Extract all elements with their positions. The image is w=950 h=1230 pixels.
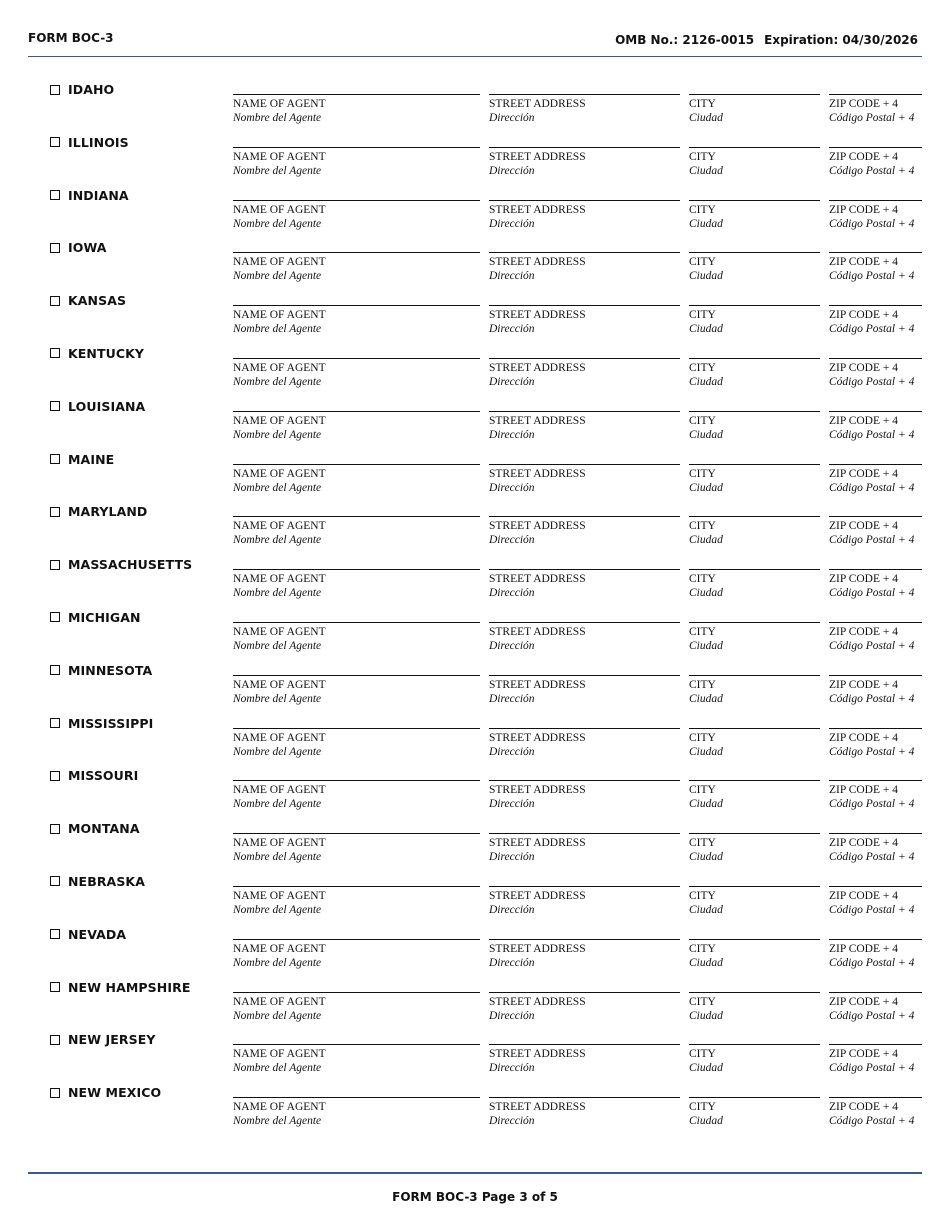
state-label: MARYLAND <box>68 504 148 520</box>
street-address-field[interactable]: STREET ADDRESS Dirección <box>489 886 680 917</box>
city-field[interactable]: CITY Ciudad <box>689 200 820 231</box>
agent-name-field[interactable]: NAME OF AGENT Nombre del Agente <box>233 305 480 336</box>
city-field[interactable]: CITY Ciudad <box>689 886 820 917</box>
checkbox[interactable] <box>50 1035 60 1045</box>
street-address-field[interactable]: STREET ADDRESS Dirección <box>489 1097 680 1128</box>
state-label: IDAHO <box>68 82 115 97</box>
state-label: NEW HAMPSHIRE <box>68 979 191 995</box>
agent-name-field[interactable]: NAME OF AGENT Nombre del Agente <box>233 1044 480 1075</box>
agent-name-field[interactable]: NAME OF AGENT Nombre del Agente <box>233 200 480 231</box>
city-field[interactable]: CITY Ciudad <box>689 411 820 442</box>
zip-code-field[interactable]: ZIP CODE + 4 Código Postal + 4 <box>829 411 922 442</box>
street-address-field[interactable]: STREET ADDRESS Dirección <box>489 200 680 231</box>
agent-name-field[interactable]: NAME OF AGENT Nombre del Agente <box>233 1097 480 1128</box>
street-address-field[interactable]: STREET ADDRESS Dirección <box>489 147 680 178</box>
street-address-field[interactable]: STREET ADDRESS Dirección <box>489 939 680 970</box>
state-checkbox-item[interactable] <box>50 240 107 255</box>
state-checkbox-item[interactable] <box>50 927 126 942</box>
state-row <box>0 346 950 399</box>
checkbox[interactable] <box>50 401 60 411</box>
state-label: NEW MEXICO <box>68 1085 162 1101</box>
checkbox[interactable] <box>50 348 60 358</box>
page-footer: FORM BOC-3 Page 3 of 5 <box>392 1190 558 1204</box>
state-label: NEVADA <box>68 926 127 942</box>
checkbox[interactable] <box>50 85 60 95</box>
state-label: MICHIGAN <box>68 609 141 625</box>
state-label: ILLINOIS <box>68 134 129 150</box>
street-address-field[interactable]: STREET ADDRESS Dirección <box>489 833 680 864</box>
state-row <box>0 980 950 1033</box>
state-label: MAINE <box>68 451 115 467</box>
street-address-field[interactable]: STREET ADDRESS Dirección <box>489 516 680 547</box>
street-address-field[interactable]: STREET ADDRESS Dirección <box>489 622 680 653</box>
city-field[interactable]: CITY Ciudad <box>689 569 820 600</box>
checkbox[interactable] <box>50 243 60 253</box>
checkbox[interactable] <box>50 929 60 939</box>
zip-code-field[interactable]: ZIP CODE + 4 Código Postal + 4 <box>829 252 922 283</box>
street-address-field[interactable]: STREET ADDRESS Dirección <box>489 94 680 125</box>
state-row <box>0 663 950 716</box>
state-checkbox-item[interactable] <box>50 1085 161 1100</box>
street-address-field[interactable]: STREET ADDRESS Dirección <box>489 411 680 442</box>
city-field[interactable]: CITY Ciudad <box>689 94 820 125</box>
state-row <box>0 557 950 610</box>
checkbox[interactable] <box>50 507 60 517</box>
state-checkbox-item[interactable] <box>50 874 145 889</box>
state-row <box>0 821 950 874</box>
street-address-field[interactable]: STREET ADDRESS Dirección <box>489 1044 680 1075</box>
city-field[interactable]: CITY Ciudad <box>689 728 820 759</box>
state-checkbox-item[interactable] <box>50 346 144 361</box>
state-row <box>0 927 950 980</box>
street-address-field[interactable]: STREET ADDRESS Dirección <box>489 252 680 283</box>
state-row <box>0 452 950 505</box>
checkbox[interactable] <box>50 718 60 728</box>
zip-code-field[interactable]: ZIP CODE + 4 Código Postal + 4 <box>829 833 922 864</box>
street-address-field[interactable]: STREET ADDRESS Dirección <box>489 464 680 495</box>
state-row <box>0 1085 950 1138</box>
state-checkbox-item[interactable] <box>50 293 126 308</box>
zip-code-field[interactable]: ZIP CODE + 4 Código Postal + 4 <box>829 305 922 336</box>
state-checkbox-item[interactable] <box>50 188 129 203</box>
omb-number: OMB No.: 2126-0015 <box>615 33 755 47</box>
state-label: MISSISSIPPI <box>68 715 154 731</box>
checkbox[interactable] <box>50 137 60 147</box>
state-label: MONTANA <box>68 821 140 837</box>
state-checkbox-item[interactable] <box>50 135 129 150</box>
agent-name-field[interactable]: NAME OF AGENT Nombre del Agente <box>233 252 480 283</box>
agent-name-field[interactable]: NAME OF AGENT Nombre del Agente <box>233 569 480 600</box>
state-checkbox-item[interactable] <box>50 399 145 414</box>
zip-code-field[interactable]: ZIP CODE + 4 Código Postal + 4 <box>829 939 922 970</box>
state-checkbox-item[interactable] <box>50 1032 156 1047</box>
agent-name-field[interactable]: NAME OF AGENT Nombre del Agente <box>233 358 480 389</box>
state-row <box>0 504 950 557</box>
agent-name-field[interactable]: NAME OF AGENT Nombre del Agente <box>233 516 480 547</box>
street-address-field[interactable]: STREET ADDRESS Dirección <box>489 675 680 706</box>
state-label: KENTUCKY <box>68 345 145 361</box>
state-checkbox-item[interactable] <box>50 768 138 783</box>
footer-rule <box>28 1172 922 1174</box>
street-address-field[interactable]: STREET ADDRESS Dirección <box>489 358 680 389</box>
omb-expiration <box>615 33 918 47</box>
zip-code-field[interactable]: ZIP CODE + 4 Código Postal + 4 <box>829 516 922 547</box>
zip-code-field[interactable]: ZIP CODE + 4 Código Postal + 4 <box>829 675 922 706</box>
state-row <box>0 1032 950 1085</box>
state-row <box>0 716 950 769</box>
zip-code-field[interactable]: ZIP CODE + 4 Código Postal + 4 <box>829 358 922 389</box>
agent-name-field[interactable]: NAME OF AGENT Nombre del Agente <box>233 675 480 706</box>
agent-name-field[interactable]: NAME OF AGENT Nombre del Agente <box>233 622 480 653</box>
city-field[interactable]: CITY Ciudad <box>689 1044 820 1075</box>
state-checkbox-item[interactable] <box>50 610 141 625</box>
city-field[interactable]: CITY Ciudad <box>689 992 820 1023</box>
agent-name-field[interactable]: NAME OF AGENT Nombre del Agente <box>233 147 480 178</box>
city-field[interactable]: CITY Ciudad <box>689 833 820 864</box>
state-row <box>0 293 950 346</box>
state-label: KANSAS <box>68 293 127 309</box>
state-label: INDIANA <box>68 187 129 203</box>
zip-code-field[interactable]: ZIP CODE + 4 Código Postal + 4 <box>829 886 922 917</box>
agent-name-field[interactable]: NAME OF AGENT Nombre del Agente <box>233 411 480 442</box>
zip-code-field[interactable]: ZIP CODE + 4 Código Postal + 4 <box>829 622 922 653</box>
zip-code-field[interactable]: ZIP CODE + 4 Código Postal + 4 <box>829 569 922 600</box>
agent-name-field[interactable]: NAME OF AGENT Nombre del Agente <box>233 780 480 811</box>
state-checkbox-item[interactable] <box>50 82 114 97</box>
state-checkbox-item[interactable] <box>50 716 153 731</box>
city-field[interactable]: CITY Ciudad <box>689 1097 820 1128</box>
state-label: NEW JERSEY <box>68 1032 156 1048</box>
checkbox[interactable] <box>50 296 60 306</box>
state-row <box>0 188 950 241</box>
state-row <box>0 874 950 927</box>
state-label: MASSACHUSETTS <box>68 557 193 573</box>
state-label: NEBRASKA <box>68 873 145 889</box>
city-field[interactable]: CITY Ciudad <box>689 939 820 970</box>
state-row <box>0 82 950 135</box>
state-label: LOUISIANA <box>68 398 146 414</box>
checkbox[interactable] <box>50 190 60 200</box>
agent-name-field[interactable]: NAME OF AGENT Nombre del Agente <box>233 992 480 1023</box>
form-id: FORM BOC-3 <box>28 31 114 45</box>
checkbox[interactable] <box>50 876 60 886</box>
zip-code-field[interactable]: ZIP CODE + 4 Código Postal + 4 <box>829 728 922 759</box>
state-row <box>0 240 950 293</box>
state-row <box>0 768 950 821</box>
checkbox[interactable] <box>50 665 60 675</box>
state-row <box>0 135 950 188</box>
state-row <box>0 610 950 663</box>
state-checkbox-item[interactable] <box>50 504 147 519</box>
zip-code-field[interactable]: ZIP CODE + 4 Código Postal + 4 <box>829 464 922 495</box>
state-checkbox-item[interactable] <box>50 980 190 995</box>
city-field[interactable]: CITY Ciudad <box>689 780 820 811</box>
zip-code-field[interactable]: ZIP CODE + 4 Código Postal + 4 <box>829 147 922 178</box>
zip-code-field[interactable]: ZIP CODE + 4 Código Postal + 4 <box>829 780 922 811</box>
street-address-field[interactable]: STREET ADDRESS Dirección <box>489 569 680 600</box>
city-field[interactable]: CITY Ciudad <box>689 252 820 283</box>
city-field[interactable]: CITY Ciudad <box>689 675 820 706</box>
state-checkbox-item[interactable] <box>50 821 140 836</box>
zip-code-field[interactable]: ZIP CODE + 4 Código Postal + 4 <box>829 200 922 231</box>
zip-code-field[interactable]: ZIP CODE + 4 Código Postal + 4 <box>829 94 922 125</box>
state-label: IOWA <box>68 240 107 256</box>
street-address-field[interactable]: STREET ADDRESS Dirección <box>489 780 680 811</box>
agent-name-field[interactable]: NAME OF AGENT Nombre del Agente <box>233 939 480 970</box>
agent-name-field[interactable]: NAME OF AGENT Nombre del Agente <box>233 833 480 864</box>
street-address-field[interactable]: STREET ADDRESS Dirección <box>489 728 680 759</box>
street-address-field[interactable]: STREET ADDRESS Dirección <box>489 992 680 1023</box>
checkbox[interactable] <box>50 560 60 570</box>
checkbox[interactable] <box>50 612 60 622</box>
checkbox[interactable] <box>50 771 60 781</box>
agent-name-field[interactable]: NAME OF AGENT Nombre del Agente <box>233 728 480 759</box>
state-checkbox-item[interactable] <box>50 452 114 467</box>
city-field[interactable]: CITY Ciudad <box>689 305 820 336</box>
agent-name-field[interactable]: NAME OF AGENT Nombre del Agente <box>233 94 480 125</box>
agent-name-field[interactable]: NAME OF AGENT Nombre del Agente <box>233 464 480 495</box>
zip-code-field[interactable]: ZIP CODE + 4 Código Postal + 4 <box>829 992 922 1023</box>
agent-name-field[interactable]: NAME OF AGENT Nombre del Agente <box>233 886 480 917</box>
checkbox[interactable] <box>50 982 60 992</box>
state-checkbox-item[interactable] <box>50 557 192 572</box>
state-agent-list <box>0 82 950 1138</box>
state-row <box>0 399 950 452</box>
city-field[interactable]: CITY Ciudad <box>689 358 820 389</box>
checkbox[interactable] <box>50 454 60 464</box>
expiration-date: Expiration: 04/30/2026 <box>764 33 918 47</box>
street-address-field[interactable]: STREET ADDRESS Dirección <box>489 305 680 336</box>
header-rule <box>28 56 922 57</box>
state-label: MINNESOTA <box>68 662 153 678</box>
state-label: MISSOURI <box>68 768 139 784</box>
zip-code-field[interactable]: ZIP CODE + 4 Código Postal + 4 <box>829 1044 922 1075</box>
state-checkbox-item[interactable] <box>50 663 152 678</box>
city-field[interactable]: CITY Ciudad <box>689 464 820 495</box>
checkbox[interactable] <box>50 824 60 834</box>
city-field[interactable]: CITY Ciudad <box>689 147 820 178</box>
city-field[interactable]: CITY Ciudad <box>689 622 820 653</box>
zip-code-field[interactable]: ZIP CODE + 4 Código Postal + 4 <box>829 1097 922 1128</box>
checkbox[interactable] <box>50 1088 60 1098</box>
city-field[interactable]: CITY Ciudad <box>689 516 820 547</box>
